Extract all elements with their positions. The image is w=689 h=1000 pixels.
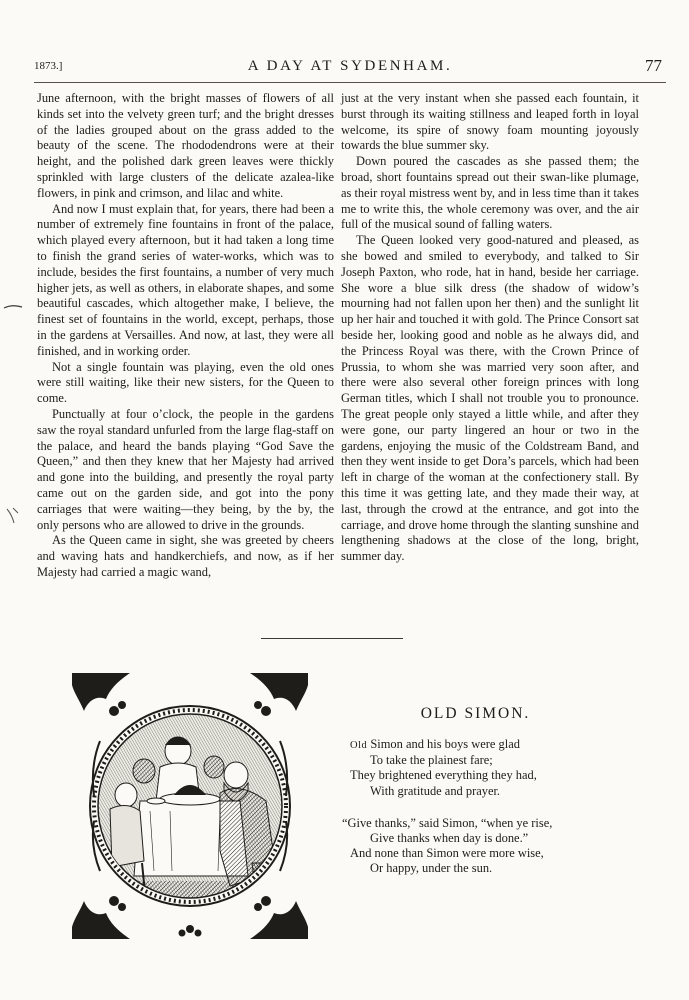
left-column	[37, 91, 334, 581]
poem-line: With gratitude and prayer.	[370, 783, 501, 798]
poem-stanza	[342, 815, 650, 877]
header-rule	[34, 82, 666, 83]
paragraph: Punctually at four o’clock, the people in the gardens saw the royal standard unfurled from the large flag-staff on the palace, and heard the bands playing “God Save the Queen,” and then they knew that her Majesty had arrived and gone into the building, and presently the royal party came out on the garden side, and got into the pony carriages that were waiting—they being, by the by, the only persons who are allowed to drive in the grounds.	[37, 406, 334, 532]
poem-line: Old Simon and his boys were glad	[350, 737, 520, 751]
poem-line: And none than Simon were more wise,	[350, 846, 544, 861]
section-divider	[261, 638, 403, 639]
paragraph: Down poured the cascades as she passed them; the broad, short fountains spread out their swan-like plumage, as their royal mistress went by, and in less time than it takes me to write this, the whole ceremony was over, and the air full of the musical sound of falling waters.	[341, 154, 639, 232]
issue-date: 1873.]	[34, 60, 63, 72]
drop-word: Old	[350, 740, 368, 751]
paragraph: And now I must explain that, for years, there had been a number of extremely fine fountains in front of the palace, which played every afternoon, but it had taken a long time to finish the grand series of water-works, which was to include, besides the first fountains, a number of very much higher jets, as well as others, in elaborate shapes, and some beautiful cascades, which altogether make, I believe, the finest set of fountains in the world, except, perhaps, those in the gardens at Versailles. And now, at last, they were all finished, and in working order.	[37, 201, 334, 358]
poem-line: To take the plainest fare;	[370, 753, 493, 768]
margin-mark-icon	[4, 505, 24, 527]
paragraph: June afternoon, with the bright masses of flowers of all kinds set into the velvety green turf; and the bright dresses of the ladies grouped about on the grass added to the beauty of the scene. The rhododendrons were at their height, and the polished dark green leaves were thickly sprinkled with large clusters of the delicate azalea-like flowers, in pink and crimson, and lilac and white.	[37, 91, 334, 200]
paragraph: As the Queen came in sight, she was greeted by cheers and waving hats and handkerchiefs, and now, as if her Majesty had carried a magic wand,	[37, 533, 334, 579]
right-column	[341, 91, 639, 565]
poem-line: They brightened everything they had,	[350, 768, 537, 783]
page-number: 77	[645, 56, 662, 75]
poem-stanza	[350, 737, 650, 799]
poem-line: Give thanks when day is done.”	[370, 831, 529, 846]
engraving-illustration-icon	[70, 671, 310, 941]
paragraph: just at the very instant when she passed each fountain, it burst through its waiting stillness and leaped forth in loyal welcome, its spire of snowy foam mounting joyously towards the blue summer sky.	[341, 91, 639, 153]
paragraph: Not a single fountain was playing, even the old ones were still waiting, like their new sisters, for the Queen to come.	[37, 359, 334, 406]
poem	[342, 737, 650, 894]
poem-title: OLD SIMON.	[420, 705, 531, 722]
poem-line: “Give thanks,” said Simon, “when ye rise,	[342, 815, 553, 830]
article-title: A DAY AT SYDENHAM.	[247, 58, 453, 74]
running-head	[34, 56, 666, 78]
poem-line: Or happy, under the sun.	[370, 861, 493, 876]
margin-mark-icon	[2, 300, 24, 314]
paragraph: The Queen looked very good-natured and pleased, as she bowed and smiled to everybody, and talked to Sir Joseph Paxton, who rode, hat in hand, beside her carriage. She wore a blue silk dress (the shadow of widow’s mourning had not fallen upon her then) and the sunlight lit up her hair and touched it with gold. The Prince Consort sat beside her, looking good and noble as he always did, and the Princess Royal was there, with the Crown Prince of Prussia, to whom she was married very soon after, and there were also several other foreign princes with long German titles, which I shall not trouble you to pronounce. The great people only stayed a little while, and after they were gone, our party lingered an hour or two in the gardens, enjoying the music of the Coldstream Band, and then they went inside to get Dora’s parcels, which had been left in charge of the woman at the confectionery stall. By this time it was getting late, and they made their way, at last, through the crowd at the entrance, and got into the carriage, and drove home through the slanting sunshine and lengthening shadows at the close of the long, bright, summer day.	[341, 233, 639, 564]
